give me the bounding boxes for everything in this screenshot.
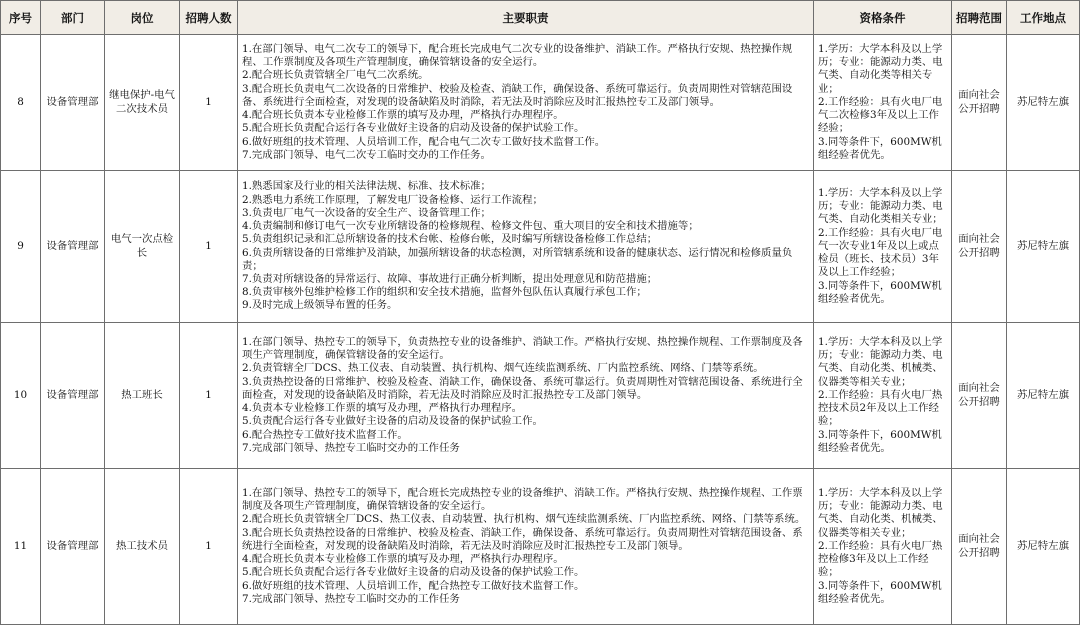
table-row (1, 171, 1080, 323)
count-cell: 1 (180, 469, 238, 625)
dept-cell: 设备管理部 (41, 469, 105, 625)
scope-cell: 面向社会公开招聘 (952, 35, 1007, 171)
duty-line: 8.负责审核外包维护检修工作的组织和安全技术措施，监督外包队伍认真履行承包工作； (242, 286, 647, 299)
duty-line: 1.在部门领导、热控专工的领导下，配合班长完成热控专业的设备维护、消缺工作。严格执行安规、热控操作规程、工作票制度及各项生产管理制度，确保管辖设备的安全运行。 (242, 487, 803, 513)
seq-cell: 8 (1, 35, 41, 171)
quals-cell (814, 171, 952, 323)
duty-line: 6.负责所辖设备的日常维护及消缺，加强所辖设备的状态检测，对所管辖系统和设备的健康状态、运行情况和检修质量负责； (242, 246, 793, 272)
duty-line: 2.配合班长负责管辖全厂DCS、热工仪表、自动装置、执行机构、烟气连续监测系统、厂内监控系统、网络、门禁等系统。 (242, 513, 806, 526)
scope-cell: 面向社会公开招聘 (952, 323, 1007, 469)
post-cell: 继电保护-电气二次技术员 (105, 35, 180, 171)
duty-line: 1.熟悉国家及行业的相关法律法规、标准、技术标准； (242, 180, 491, 193)
duty-line: 5.负责配合运行各专业做好主设备的启动及设备的保护试验工作。 (242, 415, 543, 428)
count-cell: 1 (180, 323, 238, 469)
qual-line: 3.同等条件下，600MW机组经验者优先。 (818, 428, 942, 454)
post-cell: 热工技术员 (105, 469, 180, 625)
post-cell: 电气一次点检长 (105, 171, 180, 323)
duty-line: 7.完成部门领导、热控专工临时交办的工作任务 (242, 441, 460, 454)
duty-line: 5.负责组织记录和汇总所辖设备的技术台帐、检修台帐，及时编写所辖设备检修工作总结； (242, 233, 658, 246)
quals-cell (814, 469, 952, 625)
scope-cell: 面向社会公开招聘 (952, 469, 1007, 625)
header-post: 岗位 (105, 1, 180, 35)
dept-cell: 设备管理部 (41, 171, 105, 323)
dept-cell: 设备管理部 (41, 35, 105, 171)
duty-line: 3.负责电厂电气一次设备的安全生产、设备管理工作； (242, 206, 491, 219)
duty-line: 7.负责对所辖设备的异常运行、故障、事故进行正确分析判断，提出处理意见和防范措施； (242, 272, 658, 285)
dept-cell: 设备管理部 (41, 323, 105, 469)
qual-line: 1.学历：大学本科及以上学历；专业：能源动力类、电气类、自动化类相关专业； (818, 187, 943, 226)
qual-line: 3.同等条件下，600MW机组经验者优先。 (818, 279, 942, 305)
header-scope: 招聘范围 (952, 1, 1007, 35)
qual-line: 2.工作经验：具有火电厂热控检修3年及以上工作经验； (818, 539, 943, 579)
quals-cell (814, 323, 952, 469)
header-seq: 序号 (1, 1, 41, 35)
header-count: 招聘人数 (180, 1, 238, 35)
duty-line: 7.完成部门领导、电气二次专工临时交办的工作任务。 (242, 148, 491, 161)
duty-line: 2.负责管辖全厂DCS、热工仪表、自动装置、执行机构、烟气连续监测系统、厂内监控系统、网络、门禁等系统。 (242, 362, 764, 375)
table-row (1, 35, 1080, 171)
duty-line: 4.负责编制和修订电气一次专业所辖设备的检修规程、检修文件包、重大项目的安全和技术措施等； (242, 220, 699, 233)
duty-line: 5.配合班长负责配合运行各专业做好主设备的启动及设备的保护试验工作。 (242, 122, 585, 135)
duty-line: 6.做好班组的技术管理、人员培训工作，配合电气二次专工做好技术监督工作。 (242, 135, 606, 148)
duty-line: 4.配合班长负责本专业检修工作票的填写及办理，严格执行办理程序。 (242, 109, 564, 122)
header-duties: 主要职责 (238, 1, 814, 35)
qual-line: 2.工作经验：具有火电厂电气一次专业1年及以上或点检员（班长、技术员）3年及以上工作经验； (818, 226, 943, 279)
table-row (1, 323, 1080, 469)
location-cell: 苏尼特左旗 (1007, 469, 1080, 625)
qual-line: 3.同等条件下，600MW机组经验者优先。 (818, 135, 942, 161)
quals-cell (814, 35, 952, 171)
duty-line: 4.配合班长负责本专业检修工作票的填写及办理，严格执行办理程序。 (242, 553, 564, 566)
duty-line: 1.在部门领导、电气二次专工的领导下，配合班长完成电气二次专业的设备维护、消缺工作。严格执行安规、热控操作规程、工作票制度及各项生产管理制度，确保管辖设备的安全运行。 (242, 43, 793, 69)
qual-line: 2.工作经验：具有火电厂热控技术员2年及以上工作经验； (818, 388, 943, 428)
location-cell: 苏尼特左旗 (1007, 323, 1080, 469)
duty-line: 7.完成部门领导、热控专工临时交办的工作任务 (242, 592, 460, 605)
post-cell: 热工班长 (105, 323, 180, 469)
header-quals: 资格条件 (814, 1, 952, 35)
qual-line: 2.工作经验：具有火电厂电气二次检修3年及以上工作经验； (818, 95, 943, 135)
duty-line: 9.及时完成上级领导布置的任务。 (242, 299, 398, 312)
duty-line: 2.熟悉电力系统工作原理，了解发电厂设备检修、运行工作流程； (242, 193, 543, 206)
location-cell: 苏尼特左旗 (1007, 35, 1080, 171)
duty-line: 3.配合班长负责电气二次设备的日常维护、校验及检查、消缺工作，确保设备、系统可靠运行。负责周期性对管辖范围设备、系统进行全面检查，对发现的设备缺陷及时消除，若无法及时消除应及时汇报热控专工及部门领导。 (242, 82, 793, 108)
qual-line: 3.同等条件下，600MW机组经验者优先。 (818, 579, 942, 605)
duty-line: 4.负责本专业检修工作票的填写及办理，严格执行办理程序。 (242, 402, 523, 415)
duty-line: 5.配合班长负责配合运行各专业做好主设备的启动及设备的保护试验工作。 (242, 566, 585, 579)
duty-line: 1.在部门领导、热控专工的领导下，负责热控专业的设备维护、消缺工作。严格执行安规、热控操作规程、工作票制度及各项生产管理制度，确保管辖设备的安全运行。 (242, 336, 803, 362)
duties-cell (238, 35, 814, 171)
qual-line: 1.学历：大学本科及以上学历；专业：能源动力类、电气类、自动化类等相关专业； (818, 43, 943, 95)
seq-cell: 10 (1, 323, 41, 469)
duty-line: 6.配合热控专工做好技术监督工作。 (242, 428, 408, 441)
qual-line: 1.学历：大学本科及以上学历；专业：能源动力类、电气类、自动化类、机械类、仪器类等相关专业； (818, 487, 943, 539)
table-header (1, 1, 1080, 35)
duties-cell (238, 323, 814, 469)
location-cell: 苏尼特左旗 (1007, 171, 1080, 323)
duty-line: 2.配合班长负责管辖全厂电气二次系统。 (242, 69, 429, 82)
header-location: 工作地点 (1007, 1, 1080, 35)
count-cell: 1 (180, 171, 238, 323)
duties-cell (238, 469, 814, 625)
duties-cell (238, 171, 814, 323)
seq-cell: 11 (1, 469, 41, 625)
scope-cell: 面向社会公开招聘 (952, 171, 1007, 323)
seq-cell: 9 (1, 171, 41, 323)
duty-line: 3.负责热控设备的日常维护、校验及检查、消缺工作，确保设备、系统可靠运行。负责周期性对管辖范围设备、系统进行全面检查，对发现的设备缺陷及时消除，若无法及时消除应及时汇报热控专工及部门领导。 (242, 375, 803, 401)
header-dept: 部门 (41, 1, 105, 35)
duty-line: 6.做好班组的技术管理、人员培训工作，配合热控专工做好技术监督工作。 (242, 579, 585, 592)
duty-line: 3.配合班长负责热控设备的日常维护、校验及检查、消缺工作，确保设备、系统可靠运行。负责周期性对管辖范围设备、系统进行全面检查，对发现的设备缺陷及时消除，若无法及时消除应及时汇报热控专工及部门领导。 (242, 526, 803, 552)
table-row (1, 469, 1080, 625)
count-cell: 1 (180, 35, 238, 171)
qual-line: 1.学历：大学本科及以上学历；专业：能源动力类、电气类、自动化类、机械类、仪器类等相关专业； (818, 336, 943, 388)
